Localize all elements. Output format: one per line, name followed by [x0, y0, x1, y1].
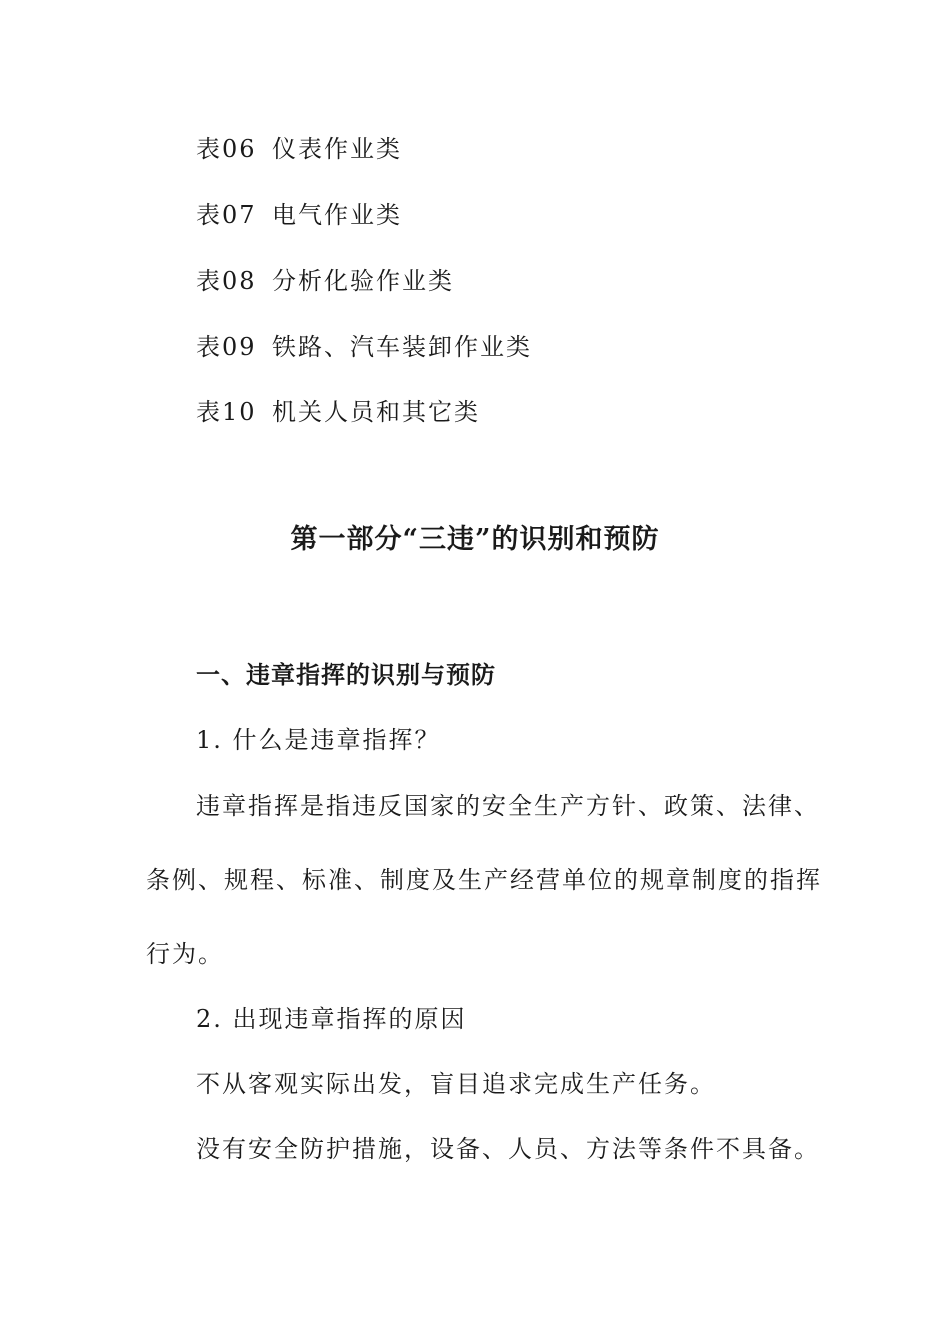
- part-title: 第一部分“三违”的识别和预防: [290, 524, 660, 555]
- toc-item-code: 表10: [196, 398, 257, 426]
- toc-item: [196, 134, 402, 164]
- toc-item: [196, 332, 532, 362]
- toc-item: [196, 266, 454, 296]
- toc-item-code: 表06: [196, 135, 257, 163]
- toc-item-code: 表08: [196, 267, 257, 295]
- question-1: 1. 什么是违章指挥？: [196, 726, 441, 754]
- toc-item-title: 机关人员和其它类: [272, 398, 480, 426]
- toc-item-title: 铁路、汽车装卸作业类: [272, 333, 532, 361]
- toc-item: [196, 397, 480, 427]
- toc-item-title: 分析化验作业类: [272, 267, 454, 295]
- toc-item: [196, 200, 402, 230]
- definition-line-3: 行为。: [146, 940, 224, 968]
- section-heading: 一、违章指挥的识别与预防: [196, 660, 496, 689]
- toc-item-code: 表09: [196, 333, 257, 361]
- question-2: 2. 出现违章指挥的原因: [196, 1005, 467, 1033]
- definition-line-2: 条例、规程、标准、制度及生产经营单位的规章制度的指挥: [146, 866, 822, 894]
- toc-item-title: 电气作业类: [272, 201, 402, 229]
- definition-line-1: 违章指挥是指违反国家的安全生产方针、政策、法律、: [196, 792, 820, 820]
- reason-item: 不从客观实际出发，盲目追求完成生产任务。: [196, 1070, 716, 1098]
- toc-item-title: 仪表作业类: [272, 135, 402, 163]
- reason-item: 没有安全防护措施，设备、人员、方法等条件不具备。: [196, 1135, 820, 1163]
- toc-item-code: 表07: [196, 201, 257, 229]
